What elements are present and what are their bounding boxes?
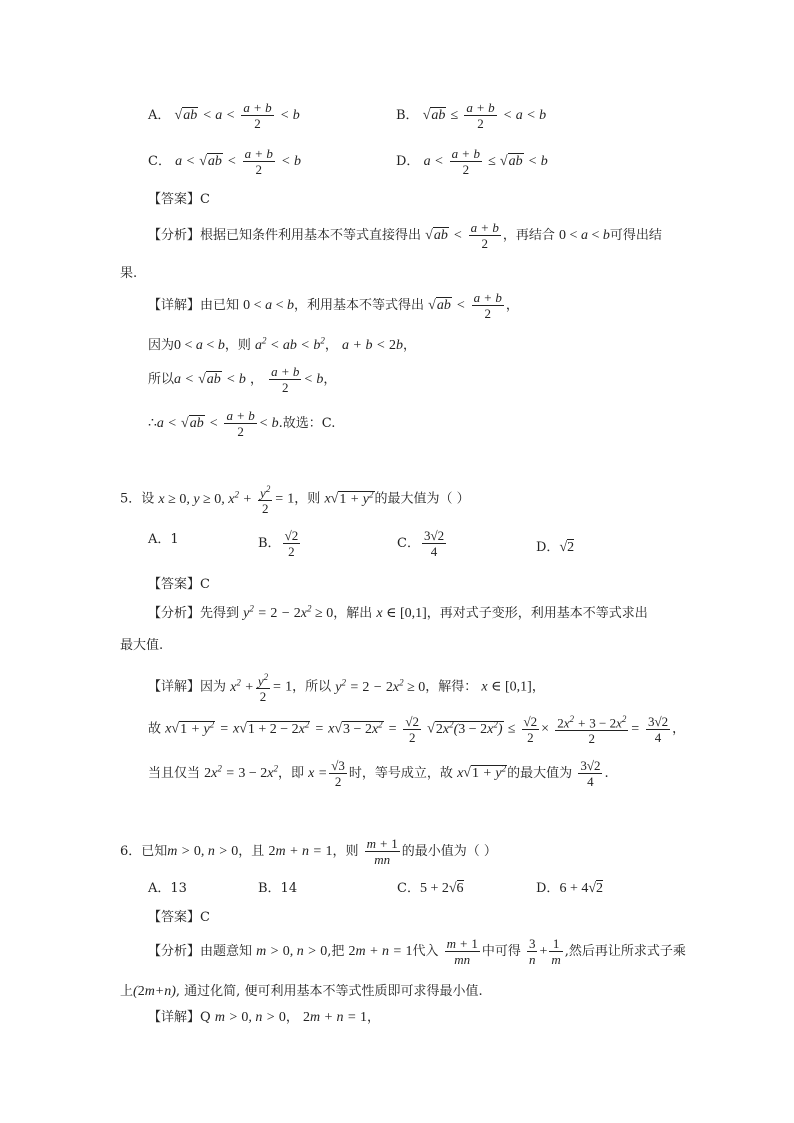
q4-analysis-cont: 果. xyxy=(120,266,138,281)
q6-analysis: 【分析】由题意知 m > 0, n > 0,把 2m + n = 1代入 $\frac{m + 1}{mn}$ 中可得 $\frac{3}{n}$ + $\frac{1}{m}$ ,然后再让所求式子乘 xyxy=(148,936,686,967)
q6-option-b: B．14 xyxy=(258,881,298,896)
q5-option-d: D．√2 xyxy=(536,540,575,555)
q6-option-c: C．5 + 2√6 xyxy=(397,881,464,896)
q5-stem: 5．设 x ≥ 0, y ≥ 0, $x^2$ + $\frac{y^2}{2}$ = 1，则 $x√1 + y^2$的最大值为（ ） xyxy=(120,484,470,517)
q5-analysis-cont: 最大值. xyxy=(120,638,164,653)
q5-detail-1: 【详解】因为 $x^2$ + $\frac{y^2}{2}$ = 1，所以 $y^2 = 2 - 2x^2 \ge 0$，解得： x ∈ [0,1]， xyxy=(148,672,545,705)
q6-option-a: A．13 xyxy=(148,881,187,896)
q6-analysis-cont: 上(2m+n), 通过化简, 便可利用基本不等式性质即可求得最小值. xyxy=(120,984,483,999)
q5-detail-2: 故 $x√1 + y^2 = x√1 + 2 - 2x^2 = x√3 - 2x^2$ = $\frac{√2}{2}$ $√2x^2(3 - 2x^2)$ ≤ $\frac{√2}{2}$ × $\frac{2x^2 + 3 - 2x^2}{2}$ = $\frac{3√2}{4}$ ， xyxy=(148,713,686,747)
q4-detail-1: 【详解】由已知 0 < a < b，利用基本不等式得出 √ab < $\frac{a + b}{2}$ ， xyxy=(148,290,519,321)
q4-option-c: C． a < √ab < $\frac{a + b}{2}$ < b xyxy=(148,146,301,177)
q6-stem: 6．已知m > 0, n > 0，且 2m + n = 1，则 $\frac{m + 1}{mn}$ 的最小值为（ ） xyxy=(120,836,497,867)
q4-detail-4: ∴a < √ab < $\frac{a + b}{2}$ < b.故选：C. xyxy=(148,408,336,439)
q5-answer: 【答案】C xyxy=(148,577,210,592)
q4-option-a: A． √ab < a < $\frac{a + b}{2}$ < b xyxy=(148,100,300,131)
q4-option-b: B． √ab ≤ $\frac{a + b}{2}$ < a < b xyxy=(396,100,547,131)
q4-analysis: 【分析】根据已知条件利用基本不等式直接得出 √ab < $\frac{a + b}{2}$ ，再结合 0 < a < b可得出结 xyxy=(148,220,662,251)
q5-option-c: C． $\frac{3√2}{4}$ xyxy=(397,528,445,559)
q5-analysis: 【分析】先得到 $y^2 = 2 - 2x^2 \ge 0$，解出 x ∈ [0,1]，再对式子变形，利用基本不等式求出 xyxy=(148,603,648,621)
q4-answer: 【答案】C xyxy=(148,192,210,207)
q4-detail-2: 因为0 < a < b，则 $a^2$ < ab < $b^2$， a + b < 2b， xyxy=(148,335,416,353)
q6-detail-1: 【详解】Q m > 0, n > 0， 2m + n = 1， xyxy=(148,1010,381,1025)
q5-option-b: B． $\frac{√2}{2}$ xyxy=(258,528,299,559)
q5-detail-3: 当且仅当 $2x^2 = 3 - 2x^2$，即 x = $\frac{√3}{2}$ 时，等号成立，故 $x√1 + y^2$的最大值为 $\frac{3√2}{4}$ . xyxy=(148,758,609,789)
q5-option-a: A．1 xyxy=(148,532,179,547)
q4-detail-3: 所以a < √ab < b ， $\frac{a + b}{2}$ < b， xyxy=(148,364,337,395)
q4-option-d: D． a < $\frac{a + b}{2}$ ≤ √ab < b xyxy=(396,146,548,177)
q6-answer: 【答案】C xyxy=(148,910,210,925)
q6-option-d: D．6 + 4√2 xyxy=(536,881,604,896)
